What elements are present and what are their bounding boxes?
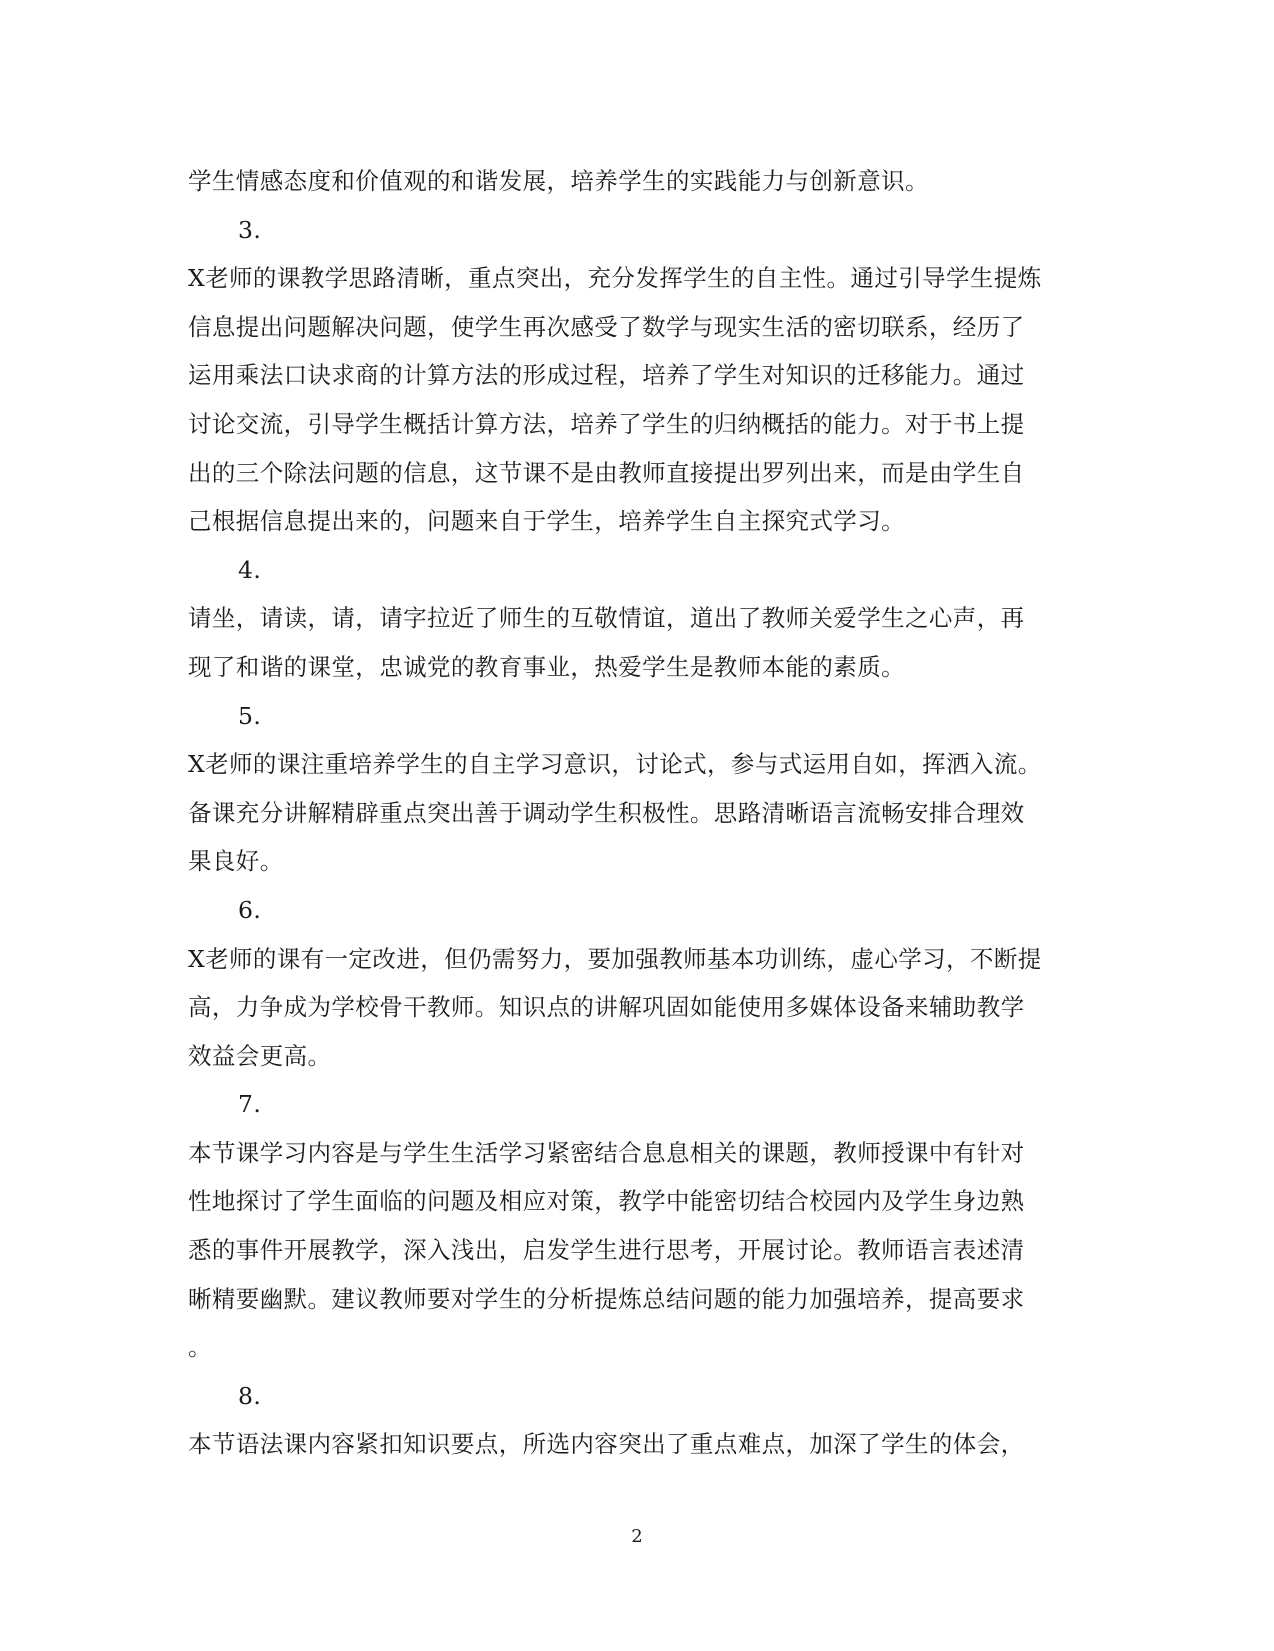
item-number: 6. (238, 895, 262, 924)
item-number: 5. (238, 701, 262, 730)
text-line: 悉的事件开展教学，深入浅出，启发学生进行思考，开展讨论。教师语言表述清 (188, 1236, 1025, 1265)
text-line: 运用乘法口诀求商的计算方法的形成过程，培养了学生对知识的迁移能力。通过 (188, 361, 1025, 390)
text-line: 。 (188, 1333, 212, 1362)
text-line: 讨论交流，引导学生概括计算方法，培养了学生的归纳概括的能力。对于书上提 (188, 409, 1025, 438)
text-line: 高，力争成为学校骨干教师。知识点的讲解巩固如能使用多媒体设备来辅助教学 (188, 993, 1025, 1022)
text-line: 请坐，请读，请，请字拉近了师生的互敬情谊，道出了教师关爱学生之心声，再 (188, 604, 1025, 633)
text-line: 信息提出问题解决问题，使学生再次感受了数学与现实生活的密切联系，经历了 (188, 312, 1025, 341)
item-number: 3. (238, 215, 262, 244)
text-line: 出的三个除法问题的信息，这节课不是由教师直接提出罗列出来，而是由学生自 (188, 458, 1025, 487)
text-line: 效益会更高。 (188, 1041, 332, 1070)
text-line: 果良好。 (188, 847, 284, 876)
text-line: 己根据信息提出来的，问题来自于学生，培养学生自主探究式学习。 (188, 507, 905, 536)
text-line: 性地探讨了学生面临的问题及相应对策，教学中能密切结合校园内及学生身边熟 (188, 1187, 1025, 1216)
text-line: 本节课学习内容是与学生生活学习紧密结合息息相关的课题，教师授课中有针对 (188, 1138, 1025, 1167)
text-line: 现了和谐的课堂，忠诚党的教育事业，热爱学生是教师本能的素质。 (188, 652, 905, 681)
text-line: 本节语法课内容紧扣知识要点，所选内容突出了重点难点，加深了学生的体会， (188, 1430, 1025, 1459)
text-line: 学生情感态度和价值观的和谐发展，培养学生的实践能力与创新意识。 (188, 167, 929, 195)
text-line: X老师的课有一定改进，但仍需努力，要加强教师基本功训练，虚心学习，不断提 (188, 944, 1042, 973)
text-line: 晰精要幽默。建议教师要对学生的分析提炼总结问题的能力加强培养，提高要求 (188, 1284, 1025, 1313)
text-line: 备课充分讲解精辟重点突出善于调动学生积极性。思路清晰语言流畅安排合理效 (188, 798, 1025, 827)
item-number: 8. (238, 1381, 262, 1410)
item-number: 7. (238, 1090, 262, 1119)
item-number: 4. (238, 555, 262, 584)
text-line: X老师的课教学思路清晰，重点突出，充分发挥学生的自主性。通过引导学生提炼 (188, 264, 1042, 293)
text-line: X老师的课注重培养学生的自主学习意识，讨论式，参与式运用自如，挥洒入流。 (188, 750, 1042, 779)
page-number: 2 (631, 1526, 643, 1547)
document-body (188, 157, 1068, 1469)
